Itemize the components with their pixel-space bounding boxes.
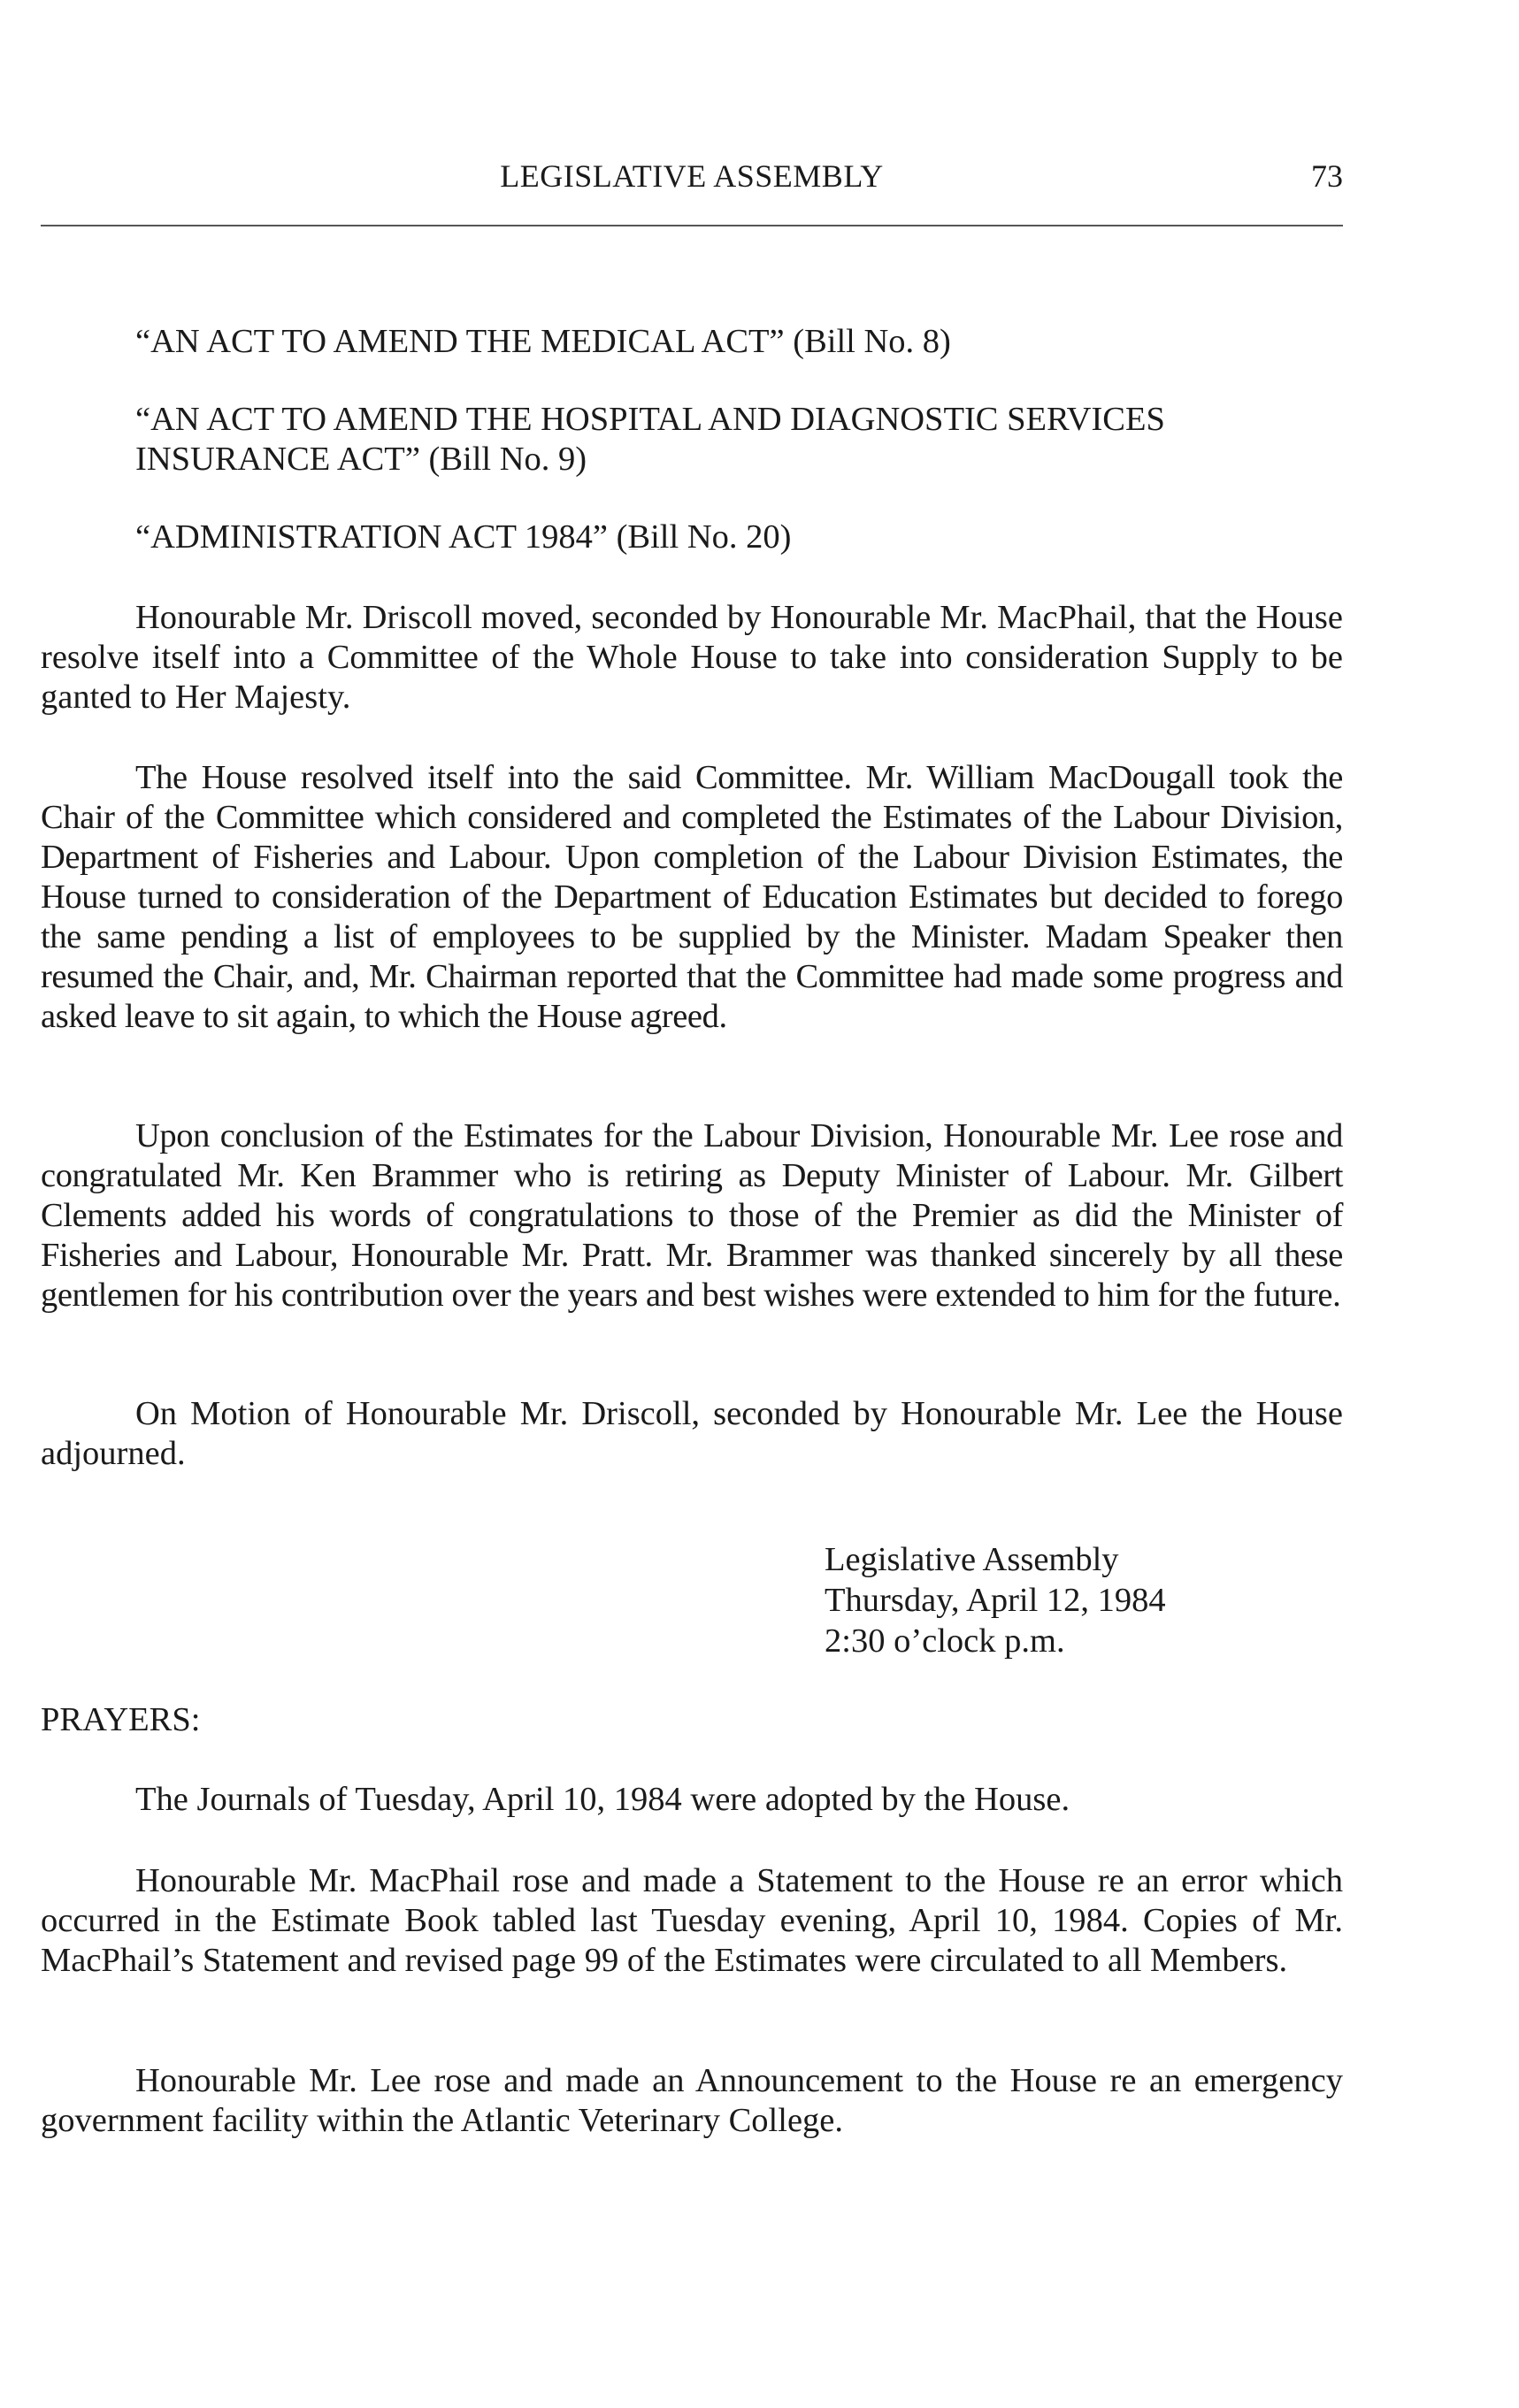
prayers-heading: PRAYERS:: [41, 1701, 201, 1738]
paragraph-text: On Motion of Honourable Mr. Driscoll, seconded by Honourable Mr. Lee the House adjourned.: [41, 1395, 1343, 1472]
running-title: LEGISLATIVE ASSEMBLY: [500, 158, 884, 194]
journals-paragraph: [41, 1780, 1343, 1820]
sitting-time: 2:30 o’clock p.m.: [825, 1622, 1065, 1660]
motion-paragraph: [41, 598, 1343, 717]
header-rule: [41, 225, 1343, 226]
brammer-paragraph: [41, 1116, 1343, 1315]
adjournment-paragraph: [41, 1394, 1343, 1474]
running-head: [41, 157, 1343, 202]
paragraph-text: Honourable Mr. MacPhail rose and made a Statement to the House re an error which occurred in the Estimate Book tabled last Tuesday evening, April 10, 1984. Copies of Mr. MacPhail’s Statement and revised page 99 of the Estimates were circulated to all Members.: [41, 1862, 1343, 1979]
paragraph-text: Upon conclusion of the Estimates for the Labour Division, Honourable Mr. Lee rose and congratulated Mr. Ken Brammer who is retiring as Deputy Minister of Labour. Mr. Gilbert Clements added his words of congratulations to those of the Premier as did the Minister of Fisheries and Labour, Honourable Mr. Pratt. Mr. Brammer was thanked sincerely by all these gentlemen for his contribution over the years and best wishes were extended to him for the future.: [41, 1117, 1343, 1314]
bill-title-8: “AN ACT TO AMEND THE MEDICAL ACT” (Bill No. 8): [135, 323, 951, 360]
page-number: 73: [1311, 158, 1343, 194]
committee-paragraph: [41, 758, 1343, 1037]
sitting-date: Thursday, April 12, 1984: [825, 1582, 1166, 1619]
statement-paragraph: [41, 1861, 1343, 1981]
sitting-block: [825, 1539, 1166, 1661]
announcement-paragraph: [41, 2061, 1343, 2141]
sitting-assembly: Legislative Assembly: [825, 1541, 1119, 1578]
paragraph-text: The House resolved itself into the said Committee. Mr. William MacDougall took the Chair of the Committee which considered and completed the Estimates of the Labour Division, Department of Fisheries and Labour. Upon completion of the Labour Division Estimates, the House turned to consideration of the Department of Education Estimates but decided to forego the same pending a list of employees to be supplied by the Minister. Madam Speaker then resumed the Chair, and, Mr. Chairman reported that the Committee had made some progress and asked leave to sit again, to which the House agreed.: [41, 759, 1343, 1035]
bill-title-20: “ADMINISTRATION ACT 1984” (Bill No. 20): [135, 518, 792, 556]
bill-title-9: “AN ACT TO AMEND THE HOSPITAL AND DIAGNOSTIC SERVICES INSURANCE ACT” (Bill No. 9): [135, 401, 1165, 478]
paragraph-text: The Journals of Tuesday, April 10, 1984 were adopted by the House.: [135, 1781, 1070, 1818]
paragraph-text: Honourable Mr. Driscoll moved, seconded by Honourable Mr. MacPhail, that the House resolve itself into a Committee of the Whole House to take into consideration Supply to be ganted to Her Majesty.: [41, 599, 1343, 716]
paragraph-text: Honourable Mr. Lee rose and made an Announcement to the House re an emergency government facility within the Atlantic Veterinary College.: [41, 2062, 1343, 2139]
